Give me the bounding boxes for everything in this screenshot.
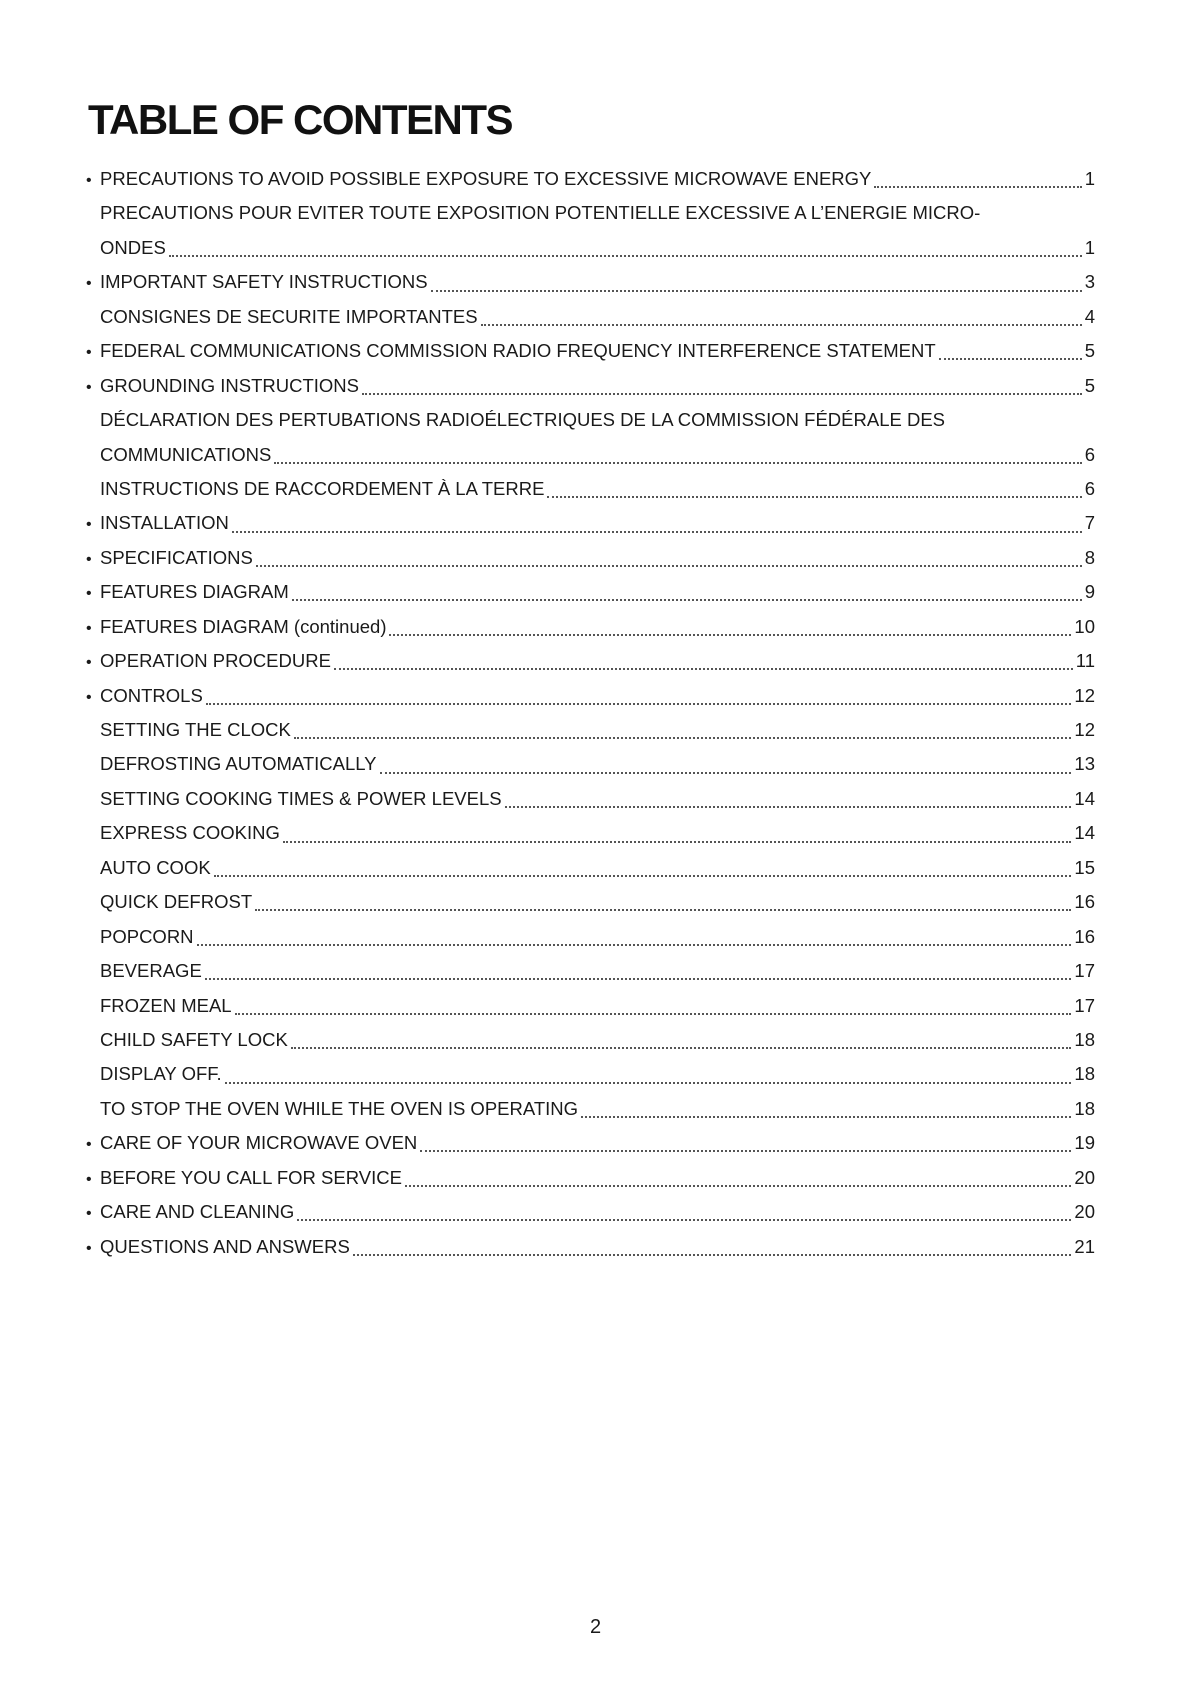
toc-entry-page: 18 bbox=[1074, 1063, 1095, 1085]
dot-leader bbox=[232, 531, 1082, 533]
toc-entry-page: 14 bbox=[1074, 787, 1095, 809]
dot-leader bbox=[291, 1047, 1072, 1049]
toc-entry bbox=[86, 300, 1095, 334]
toc-entry-label: CONTROLS bbox=[100, 684, 203, 706]
bullet-marker: • bbox=[86, 1170, 92, 1188]
toc-entry-label: IMPORTANT SAFETY INSTRUCTIONS bbox=[100, 271, 428, 293]
toc-entry-page: 10 bbox=[1074, 615, 1095, 637]
toc-entry-label: POPCORN bbox=[100, 925, 194, 947]
toc-entry-page: 13 bbox=[1074, 753, 1095, 775]
toc-entry-page: 14 bbox=[1074, 822, 1095, 844]
dot-leader bbox=[481, 324, 1082, 326]
toc-entry bbox=[86, 231, 1095, 265]
toc-entry bbox=[86, 920, 1095, 954]
bullet-marker: • bbox=[86, 516, 92, 534]
toc-entry-page: 16 bbox=[1074, 891, 1095, 913]
toc-entry bbox=[86, 369, 1095, 403]
toc-entry-page: 16 bbox=[1074, 925, 1095, 947]
dot-leader bbox=[292, 599, 1082, 601]
toc-entry bbox=[86, 196, 1095, 230]
toc-entry-label: FEATURES DIAGRAM bbox=[100, 581, 289, 603]
toc-entry-label: ONDES bbox=[100, 236, 166, 258]
toc-entry bbox=[86, 679, 1095, 713]
bullet-marker: • bbox=[86, 378, 92, 396]
toc-entry-page: 6 bbox=[1084, 477, 1095, 499]
toc-entry bbox=[86, 438, 1095, 472]
toc-entry-page: 5 bbox=[1084, 374, 1095, 396]
toc-entry-page: 4 bbox=[1084, 305, 1095, 327]
toc-entry bbox=[86, 954, 1095, 988]
dot-leader bbox=[939, 358, 1082, 360]
dot-leader bbox=[205, 978, 1072, 980]
toc-entry-label: CARE OF YOUR MICROWAVE OVEN bbox=[100, 1132, 418, 1154]
toc-entry-page: 20 bbox=[1074, 1166, 1095, 1188]
toc-entry bbox=[86, 816, 1095, 850]
toc-entry-page: 9 bbox=[1084, 581, 1095, 603]
toc-entry bbox=[86, 334, 1095, 368]
bullet-marker: • bbox=[86, 619, 92, 637]
dot-leader bbox=[283, 841, 1072, 843]
toc-entry-label: DEFROSTING AUTOMATICALLY bbox=[100, 753, 377, 775]
table-of-contents bbox=[86, 162, 1095, 1264]
toc-entry-label: QUESTIONS AND ANSWERS bbox=[100, 1235, 350, 1257]
toc-entry-page: 8 bbox=[1084, 546, 1095, 568]
bullet-marker: • bbox=[86, 654, 92, 672]
toc-entry-label: PRECAUTIONS POUR EVITER TOUTE EXPOSITION POTENTIELLE EXCESSIVE A L’ENERGIE MICRO- bbox=[100, 202, 981, 224]
toc-entry-page: 17 bbox=[1074, 994, 1095, 1016]
toc-entry-label: FEDERAL COMMUNICATIONS COMMISSION RADIO FREQUENCY INTERFERENCE STATEMENT bbox=[100, 340, 936, 362]
toc-entry-page: 6 bbox=[1084, 443, 1095, 465]
toc-entry-label: CARE AND CLEANING bbox=[100, 1201, 295, 1223]
bullet-marker: • bbox=[86, 1205, 92, 1223]
dot-leader bbox=[274, 462, 1081, 464]
toc-entry bbox=[86, 851, 1095, 885]
page-number: 2 bbox=[589, 1616, 602, 1638]
toc-entry-label: INSTRUCTIONS DE RACCORDEMENT À LA TERRE bbox=[100, 477, 545, 499]
toc-entry bbox=[86, 1230, 1095, 1264]
dot-leader bbox=[255, 909, 1071, 911]
bullet-marker: • bbox=[86, 344, 92, 362]
dot-leader bbox=[256, 565, 1082, 567]
toc-entry-page: 7 bbox=[1084, 512, 1095, 534]
toc-entry bbox=[86, 1195, 1095, 1229]
bullet-marker: • bbox=[86, 1136, 92, 1154]
toc-entry bbox=[86, 403, 1095, 437]
toc-entry-label: PRECAUTIONS TO AVOID POSSIBLE EXPOSURE TO EXCESSIVE MICROWAVE ENERGY bbox=[100, 168, 872, 189]
toc-entry bbox=[86, 1057, 1095, 1091]
dot-leader bbox=[214, 875, 1072, 877]
dot-leader bbox=[297, 1219, 1071, 1221]
toc-entry bbox=[86, 885, 1095, 919]
page-title: TABLE OF CONTENTS bbox=[88, 96, 513, 143]
bullet-marker: • bbox=[86, 1239, 92, 1257]
toc-entry bbox=[86, 747, 1095, 781]
dot-leader bbox=[235, 1013, 1072, 1015]
toc-entry-page: 21 bbox=[1074, 1235, 1095, 1257]
toc-entry bbox=[86, 1126, 1095, 1160]
dot-leader bbox=[294, 737, 1072, 739]
dot-leader bbox=[405, 1185, 1072, 1187]
toc-entry-page: 17 bbox=[1074, 960, 1095, 982]
dot-leader bbox=[874, 186, 1081, 188]
toc-entry-page: 15 bbox=[1074, 856, 1095, 878]
dot-leader bbox=[206, 703, 1072, 705]
dot-leader bbox=[581, 1116, 1071, 1118]
toc-entry-page: 12 bbox=[1074, 719, 1095, 740]
toc-entry-page: 3 bbox=[1084, 271, 1095, 293]
dot-leader bbox=[225, 1082, 1072, 1084]
dot-leader bbox=[353, 1254, 1072, 1256]
dot-leader bbox=[389, 634, 1071, 636]
toc-entry-label: BEVERAGE bbox=[100, 960, 202, 982]
toc-entry bbox=[86, 575, 1095, 609]
dot-leader bbox=[431, 290, 1082, 292]
toc-entry bbox=[86, 265, 1095, 299]
bullet-marker: • bbox=[86, 688, 92, 706]
toc-entry-label: TO STOP THE OVEN WHILE THE OVEN IS OPERATING bbox=[100, 1097, 579, 1119]
dot-leader bbox=[169, 255, 1082, 257]
dot-leader bbox=[362, 393, 1082, 395]
bullet-marker: • bbox=[86, 275, 92, 293]
toc-entry bbox=[86, 713, 1095, 747]
toc-entry-page: 12 bbox=[1074, 684, 1095, 706]
toc-entry-label: DÉCLARATION DES PERTUBATIONS RADIOÉLECTRIQUES DE LA COMMISSION FÉDÉRALE DES bbox=[100, 409, 946, 431]
dot-leader bbox=[197, 944, 1072, 946]
dot-leader bbox=[420, 1150, 1071, 1152]
bullet-marker: • bbox=[86, 172, 92, 189]
toc-entry-label: EXPRESS COOKING bbox=[100, 822, 280, 844]
toc-entry bbox=[86, 610, 1095, 644]
toc-entry-label: FROZEN MEAL bbox=[100, 994, 232, 1016]
bullet-marker: • bbox=[86, 585, 92, 603]
toc-entry-label: QUICK DEFROST bbox=[100, 891, 253, 913]
toc-entry-label: AUTO COOK bbox=[100, 856, 211, 878]
toc-entry bbox=[86, 1092, 1095, 1126]
toc-entry bbox=[86, 162, 1095, 196]
toc-entry-label: CHILD SAFETY LOCK bbox=[100, 1028, 288, 1050]
toc-entry-page: 19 bbox=[1074, 1132, 1095, 1154]
toc-entry bbox=[86, 782, 1095, 816]
toc-entry bbox=[86, 506, 1095, 540]
dot-leader bbox=[334, 668, 1073, 670]
toc-entry bbox=[86, 1161, 1095, 1195]
toc-entry-label: SETTING THE CLOCK bbox=[100, 719, 291, 740]
toc-entry bbox=[86, 472, 1095, 506]
toc-entry-label: DISPLAY OFF. bbox=[100, 1063, 222, 1085]
bullet-marker: • bbox=[86, 550, 92, 568]
toc-entry-page: 18 bbox=[1074, 1097, 1095, 1119]
toc-entry-label: FEATURES DIAGRAM (continued) bbox=[100, 615, 387, 637]
toc-entry-label: COMMUNICATIONS bbox=[100, 443, 272, 465]
toc-entry-label: INSTALLATION bbox=[100, 512, 229, 534]
toc-entry-label: SETTING COOKING TIMES & POWER LEVELS bbox=[100, 787, 502, 809]
toc-entry bbox=[86, 644, 1095, 678]
toc-entry bbox=[86, 1023, 1095, 1057]
toc-entry-page: 11 bbox=[1075, 650, 1095, 672]
toc-entry-label: GROUNDING INSTRUCTIONS bbox=[100, 374, 359, 396]
toc-entry-page: 1 bbox=[1084, 236, 1095, 258]
toc-entry bbox=[86, 541, 1095, 575]
toc-entry-page: 20 bbox=[1074, 1201, 1095, 1223]
toc-entry-label: OPERATION PROCEDURE bbox=[100, 650, 331, 672]
toc-entry-label: BEFORE YOU CALL FOR SERVICE bbox=[100, 1166, 402, 1188]
dot-leader bbox=[380, 772, 1072, 774]
toc-entry-page: 1 bbox=[1084, 168, 1095, 189]
dot-leader bbox=[505, 806, 1072, 808]
toc-entry-page: 18 bbox=[1074, 1028, 1095, 1050]
toc-entry bbox=[86, 989, 1095, 1023]
toc-entry-label: SPECIFICATIONS bbox=[100, 546, 253, 568]
toc-entry-page: 5 bbox=[1084, 340, 1095, 362]
dot-leader bbox=[547, 496, 1081, 498]
toc-entry-label: CONSIGNES DE SECURITE IMPORTANTES bbox=[100, 305, 478, 327]
